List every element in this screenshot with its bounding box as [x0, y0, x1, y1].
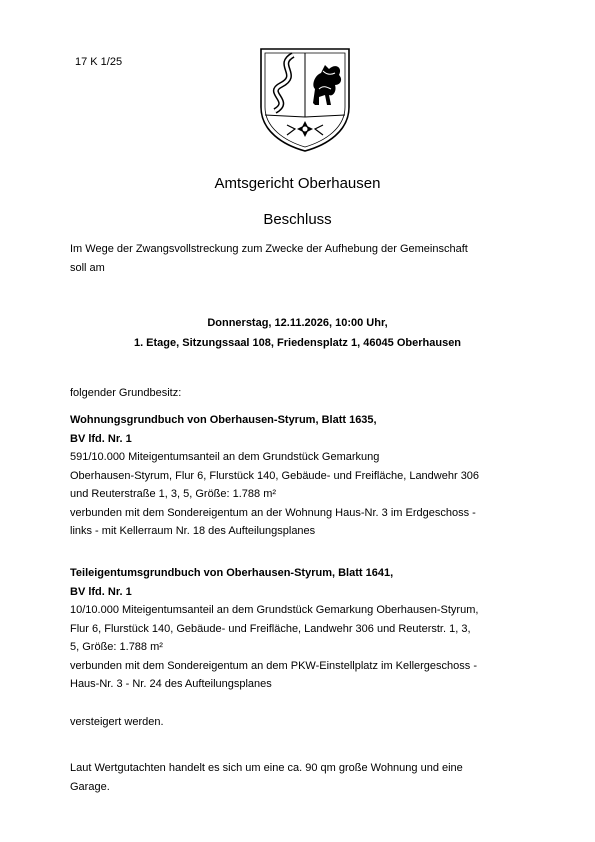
- property-line: Haus-Nr. 3 - Nr. 24 des Aufteilungsplanes: [70, 678, 272, 690]
- property-line: Oberhausen-Styrum, Flur 6, Flurstück 140, Gebäude- und Freifläche, Landwehr 306: [70, 469, 480, 482]
- property-title: Teileigentumsgrundbuch von Oberhausen-Styrum, Blatt 1641,: [70, 567, 394, 579]
- property-2: [70, 564, 530, 694]
- appointment: [0, 313, 595, 353]
- property-line: links - mit Kellerraum Nr. 18 des Aufteilungsplanes: [70, 525, 316, 537]
- property-bv: BV lfd. Nr. 1: [70, 432, 132, 445]
- property-1: [70, 411, 530, 541]
- document-title: Beschluss: [263, 211, 332, 228]
- intro-line: Im Wege der Zwangsvollstreckung zum Zwecke der Aufhebung der Gemeinschaft: [70, 243, 468, 255]
- court-name: Amtsgericht Oberhausen: [214, 175, 381, 192]
- property-line: und Reuterstraße 1, 3, 5, Größe: 1.788 m²: [70, 488, 277, 500]
- valuation-line: Garage.: [70, 780, 110, 793]
- property-line: verbunden mit dem Sondereigentum an der Wohnung Haus-Nr. 3 im Erdgeschoss -: [70, 506, 476, 519]
- valuation-line: Laut Wertgutachten handelt es sich um eine ca. 90 qm große Wohnung und eine: [70, 762, 463, 774]
- appointment-location: 1. Etage, Sitzungssaal 108, Friedensplatz 1, 46045 Oberhausen: [133, 337, 462, 349]
- valuation-paragraph: [70, 759, 530, 796]
- property-bv: BV lfd. Nr. 1: [70, 585, 132, 598]
- intro-paragraph: [70, 240, 530, 277]
- closing-text: versteigert werden.: [70, 716, 164, 728]
- property-line: 5, Größe: 1.788 m²: [70, 641, 163, 653]
- property-line: 591/10.000 Miteigentumsanteil an dem Grundstück Gemarkung: [70, 451, 380, 463]
- property-line: 10/10.000 Miteigentumsanteil an dem Grundstück Gemarkung Oberhausen-Styrum,: [70, 604, 479, 616]
- coat-of-arms-icon: [257, 45, 353, 153]
- intro-line: soll am: [70, 261, 105, 274]
- property-intro: folgender Grundbesitz:: [70, 387, 182, 399]
- property-line: Flur 6, Flurstück 140, Gebäude- und Freifläche, Landwehr 306 und Reuterstr. 1, 3,: [70, 622, 471, 635]
- property-line: verbunden mit dem Sondereigentum an dem PKW-Einstellplatz im Kellergeschoss -: [70, 659, 477, 672]
- file-number: 17 K 1/25: [75, 56, 123, 68]
- appointment-date: Donnerstag, 12.11.2026, 10:00 Uhr,: [207, 317, 388, 329]
- property-title: Wohnungsgrundbuch von Oberhausen-Styrum, Blatt 1635,: [70, 414, 377, 426]
